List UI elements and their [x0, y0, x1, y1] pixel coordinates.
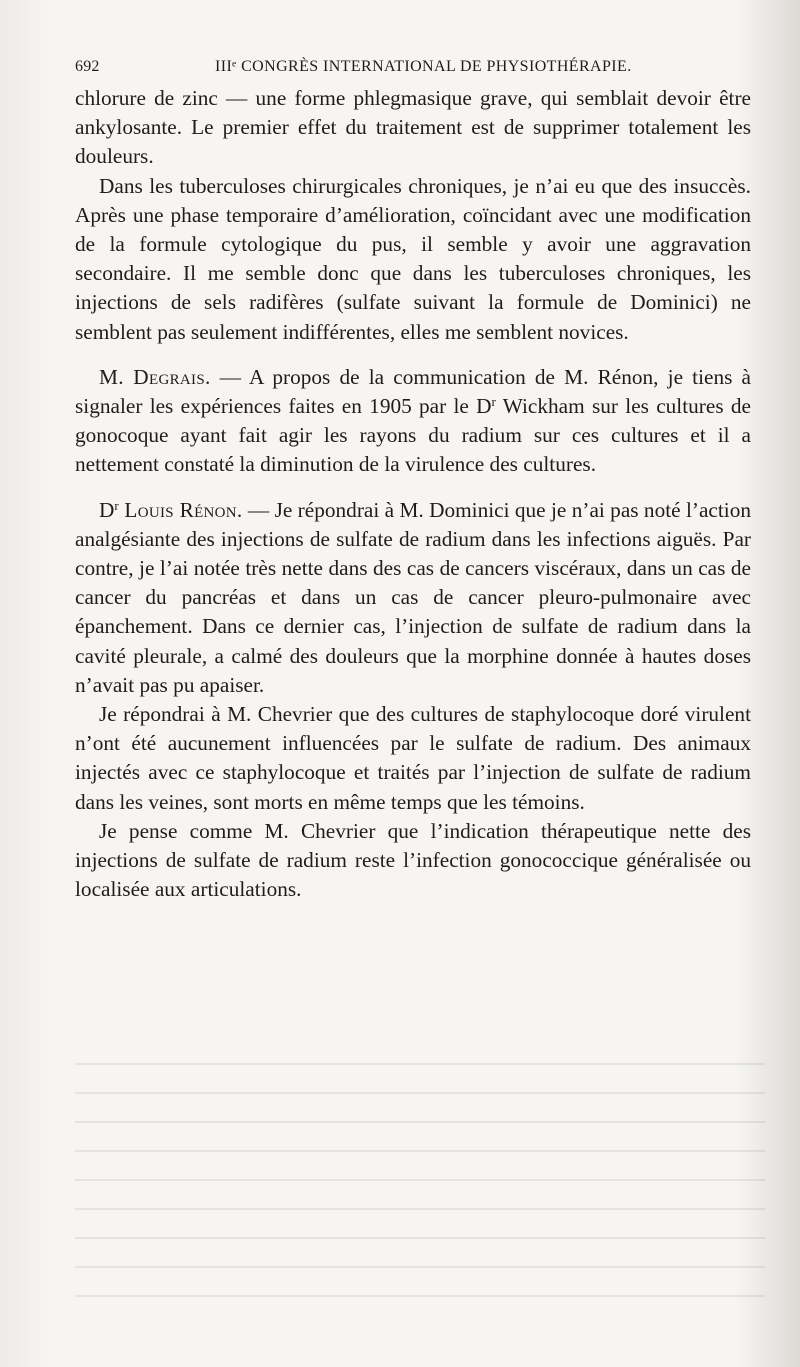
speaker-title: D — [99, 497, 115, 522]
superscript: r — [491, 394, 496, 410]
paragraph-gap — [75, 480, 751, 496]
paragraph-3-text-end: Wickham sur les cultures de gonocoque ayant fait agir les rayons du radium sur ces cultures et il a nettement constaté la diminution de la virulence des cultures. — [75, 394, 751, 477]
page-number: 692 — [75, 58, 100, 75]
paragraph-1: chlorure de zinc — une forme phlegmasique grave, qui semblait devoir être ankylosante. Le premier effet du traitement est de supprimer totalement les douleurs. — [75, 86, 751, 169]
paragraph-4-text: — Je répondrai à M. Dominici que je n’ai pas noté l’action analgésiante des injections de sulfate de radium dans les infections aiguës. Par contre, je l’ai notée très nette dans des cas de cancers viscéraux, dans un cas de cancer du pancréas et dans un cas de cancer pleuro-pulmonaire avec épanchement. Dans ce dernier cas, l’injection de sulfate de radium dans la cavité pleurale, a calmé des douleurs que la morphine donnée à hautes doses n’avait pas pu apaiser. — [75, 497, 751, 697]
speaker-name: M. Degrais. — [99, 364, 211, 389]
paragraph-6: Je pense comme M. Chevrier que l’indication thérapeutique nette des injections de sulfate de radium reste l’infection gonococcique généralisée ou localisée aux articulations. — [75, 818, 751, 902]
paragraph-gap — [75, 347, 751, 363]
paragraph-3-text: — A propos de la communication de M. Rénon, je tiens à signaler les expériences faites en 1905 par le D — [75, 364, 751, 419]
speaker-name: Louis Rénon. — [118, 497, 243, 522]
body-text — [75, 84, 751, 904]
bleed-through-texture — [75, 1045, 765, 1315]
header-title: IIIᵉ CONGRÈS INTERNATIONAL DE PHYSIOTHÉRAPIE. — [215, 58, 632, 75]
paragraph-3 — [75, 363, 751, 480]
superscript: r — [114, 497, 119, 513]
paragraph-2: Dans les tuberculoses chirurgicales chroniques, je n’ai eu que des insuccès. Après une phase temporaire d’amélioration, coïncidant avec une modification de la formule cytologique du pus, il semble y avoir une aggravation secondaire. Il me semble donc que dans les tuberculoses chroniques, les injections de sels radifères (sulfate suivant la formule de Dominici) ne semblent pas seulement indifférentes, elles me semblent novices. — [75, 173, 751, 344]
paragraph-4 — [75, 496, 751, 700]
running-head — [75, 58, 751, 82]
paragraph-5: Je répondrai à M. Chevrier que des cultures de staphylocoque doré virulent n’ont été aucunement influencées par le sulfate de radium. Des animaux injectés avec ce staphylocoque et traités par l’injection de sulfate de radium dans les veines, sont morts en même temps que les témoins. — [75, 702, 751, 814]
